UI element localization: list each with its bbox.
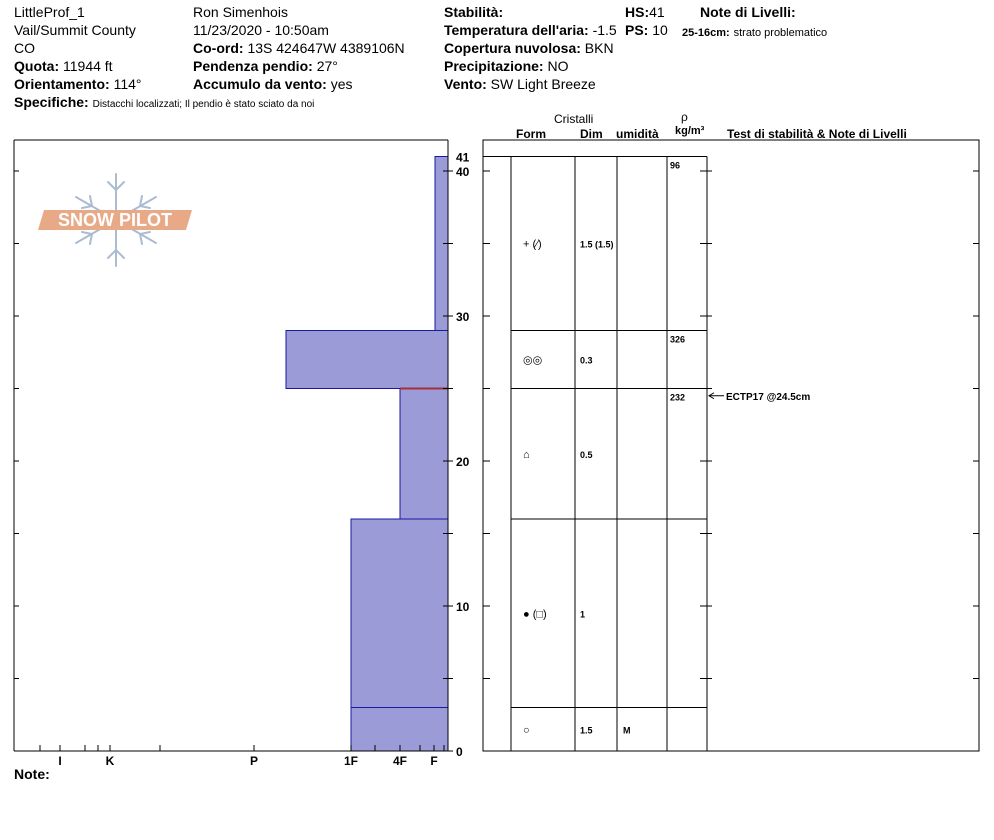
layer-grain-size: 1.5 [580, 725, 593, 736]
stability-test-label: ECTP17 @24.5cm [726, 391, 811, 403]
hardness-tick-label: I [58, 754, 62, 768]
stability-label: Stabilità: [444, 4, 504, 20]
specifics-label: Specifiche: [14, 94, 89, 110]
ps-value: 10 [652, 22, 668, 38]
slope-value: 27° [316, 58, 338, 74]
depth-top-label: 41 [456, 150, 470, 165]
hardness-tick-label: 1F [343, 754, 359, 768]
coord-value: 13S 424647W 4389106N [247, 40, 405, 56]
layer-density: 96 [670, 160, 681, 171]
depth-tick-label: 0 [456, 745, 463, 759]
hardness-panel [14, 140, 448, 768]
hardness-tick-label: P [249, 754, 259, 768]
layer-table [483, 140, 979, 751]
precip-value: NO [547, 58, 569, 74]
depth-tick-label: 10 [456, 600, 470, 614]
hardness-tick-label: K [105, 754, 115, 768]
depth-tick-label: 20 [456, 455, 470, 469]
layer-grain-form: ○ [523, 724, 530, 737]
wind-load-value: yes [330, 76, 353, 92]
layer-grain-size: 0.5 [580, 449, 593, 460]
slope-label: Pendenza pendio: [193, 58, 313, 74]
header-stability-notes: Test di stabilità & Note di Livelli [727, 127, 907, 141]
notes-label: Note: [14, 766, 50, 782]
wind-value: SW Light Breeze [490, 76, 596, 92]
hardness-tick-label: 4F [392, 754, 408, 768]
air-temp-label: Temperatura dell'aria: [444, 22, 589, 38]
header-form: Form [516, 127, 546, 141]
layer-density: 232 [670, 392, 686, 403]
air-temp-value: -1.5 [592, 22, 617, 38]
elevation-label: Quota: [14, 58, 60, 74]
hardness-bar [351, 708, 448, 752]
layer-note-range: 25-16cm: [682, 27, 730, 39]
header-umidita: umidità [616, 127, 659, 141]
hs-label: HS: [625, 4, 650, 20]
aspect-value: 114° [113, 76, 142, 92]
layer-grain-size: 0.3 [580, 355, 593, 366]
location: Vail/Summit County [14, 22, 136, 38]
header-dim: Dim [580, 127, 603, 141]
wind-label: Vento: [444, 76, 487, 92]
aspect-label: Orientamento: [14, 76, 110, 92]
hardness-tick-label: F [430, 754, 438, 768]
site-name: LittleProf_1 [14, 4, 85, 20]
hardness-bar [351, 519, 448, 708]
elevation-value: 11944 ft [63, 58, 113, 74]
layer-grain-form: ● (□) [523, 608, 547, 621]
table-frame [483, 140, 979, 751]
sky-label: Copertura nuvolosa: [444, 40, 581, 56]
specifics-value: Distacchi localizzati; Il pendio è stato sciato da noi [92, 99, 315, 110]
depth-tick-label: 30 [456, 310, 470, 324]
layer-grain-size: 1.5 (1.5) [580, 239, 614, 250]
depth-axis [14, 140, 979, 759]
layer-notes-title: Note di Livelli: [700, 4, 796, 20]
hardness-bar [286, 331, 448, 389]
precip-label: Precipitazione: [444, 58, 544, 74]
header-rho: ρ [681, 110, 688, 124]
wind-load-label: Accumulo da vento: [193, 76, 327, 92]
ps-label: PS: [625, 22, 649, 38]
layer-note-text: strato problematico [733, 27, 828, 39]
header-density-unit: kg/m³ [675, 125, 705, 137]
layer-grain-form: ◎◎ [523, 354, 543, 367]
coord-label: Co-ord: [193, 40, 244, 56]
layer-grain-size: 1 [580, 609, 586, 620]
layer-density: 326 [670, 334, 686, 345]
sky-value: BKN [584, 40, 614, 56]
header-cristalli: Cristalli [554, 112, 594, 126]
layer-grain-form: ⌂ [523, 448, 530, 461]
layer-moisture: M [623, 725, 631, 736]
observer: Ron Simenhois [193, 4, 288, 20]
depth-tick-label: 40 [456, 165, 470, 179]
logo-text: SNOW PILOT [58, 210, 172, 230]
hs-value: 41 [649, 4, 665, 20]
layer-grain-form: + (⁄) [523, 238, 542, 251]
hardness-bar [400, 389, 448, 520]
datetime: 11/23/2020 - 10:50am [193, 22, 329, 38]
state: CO [14, 40, 35, 56]
